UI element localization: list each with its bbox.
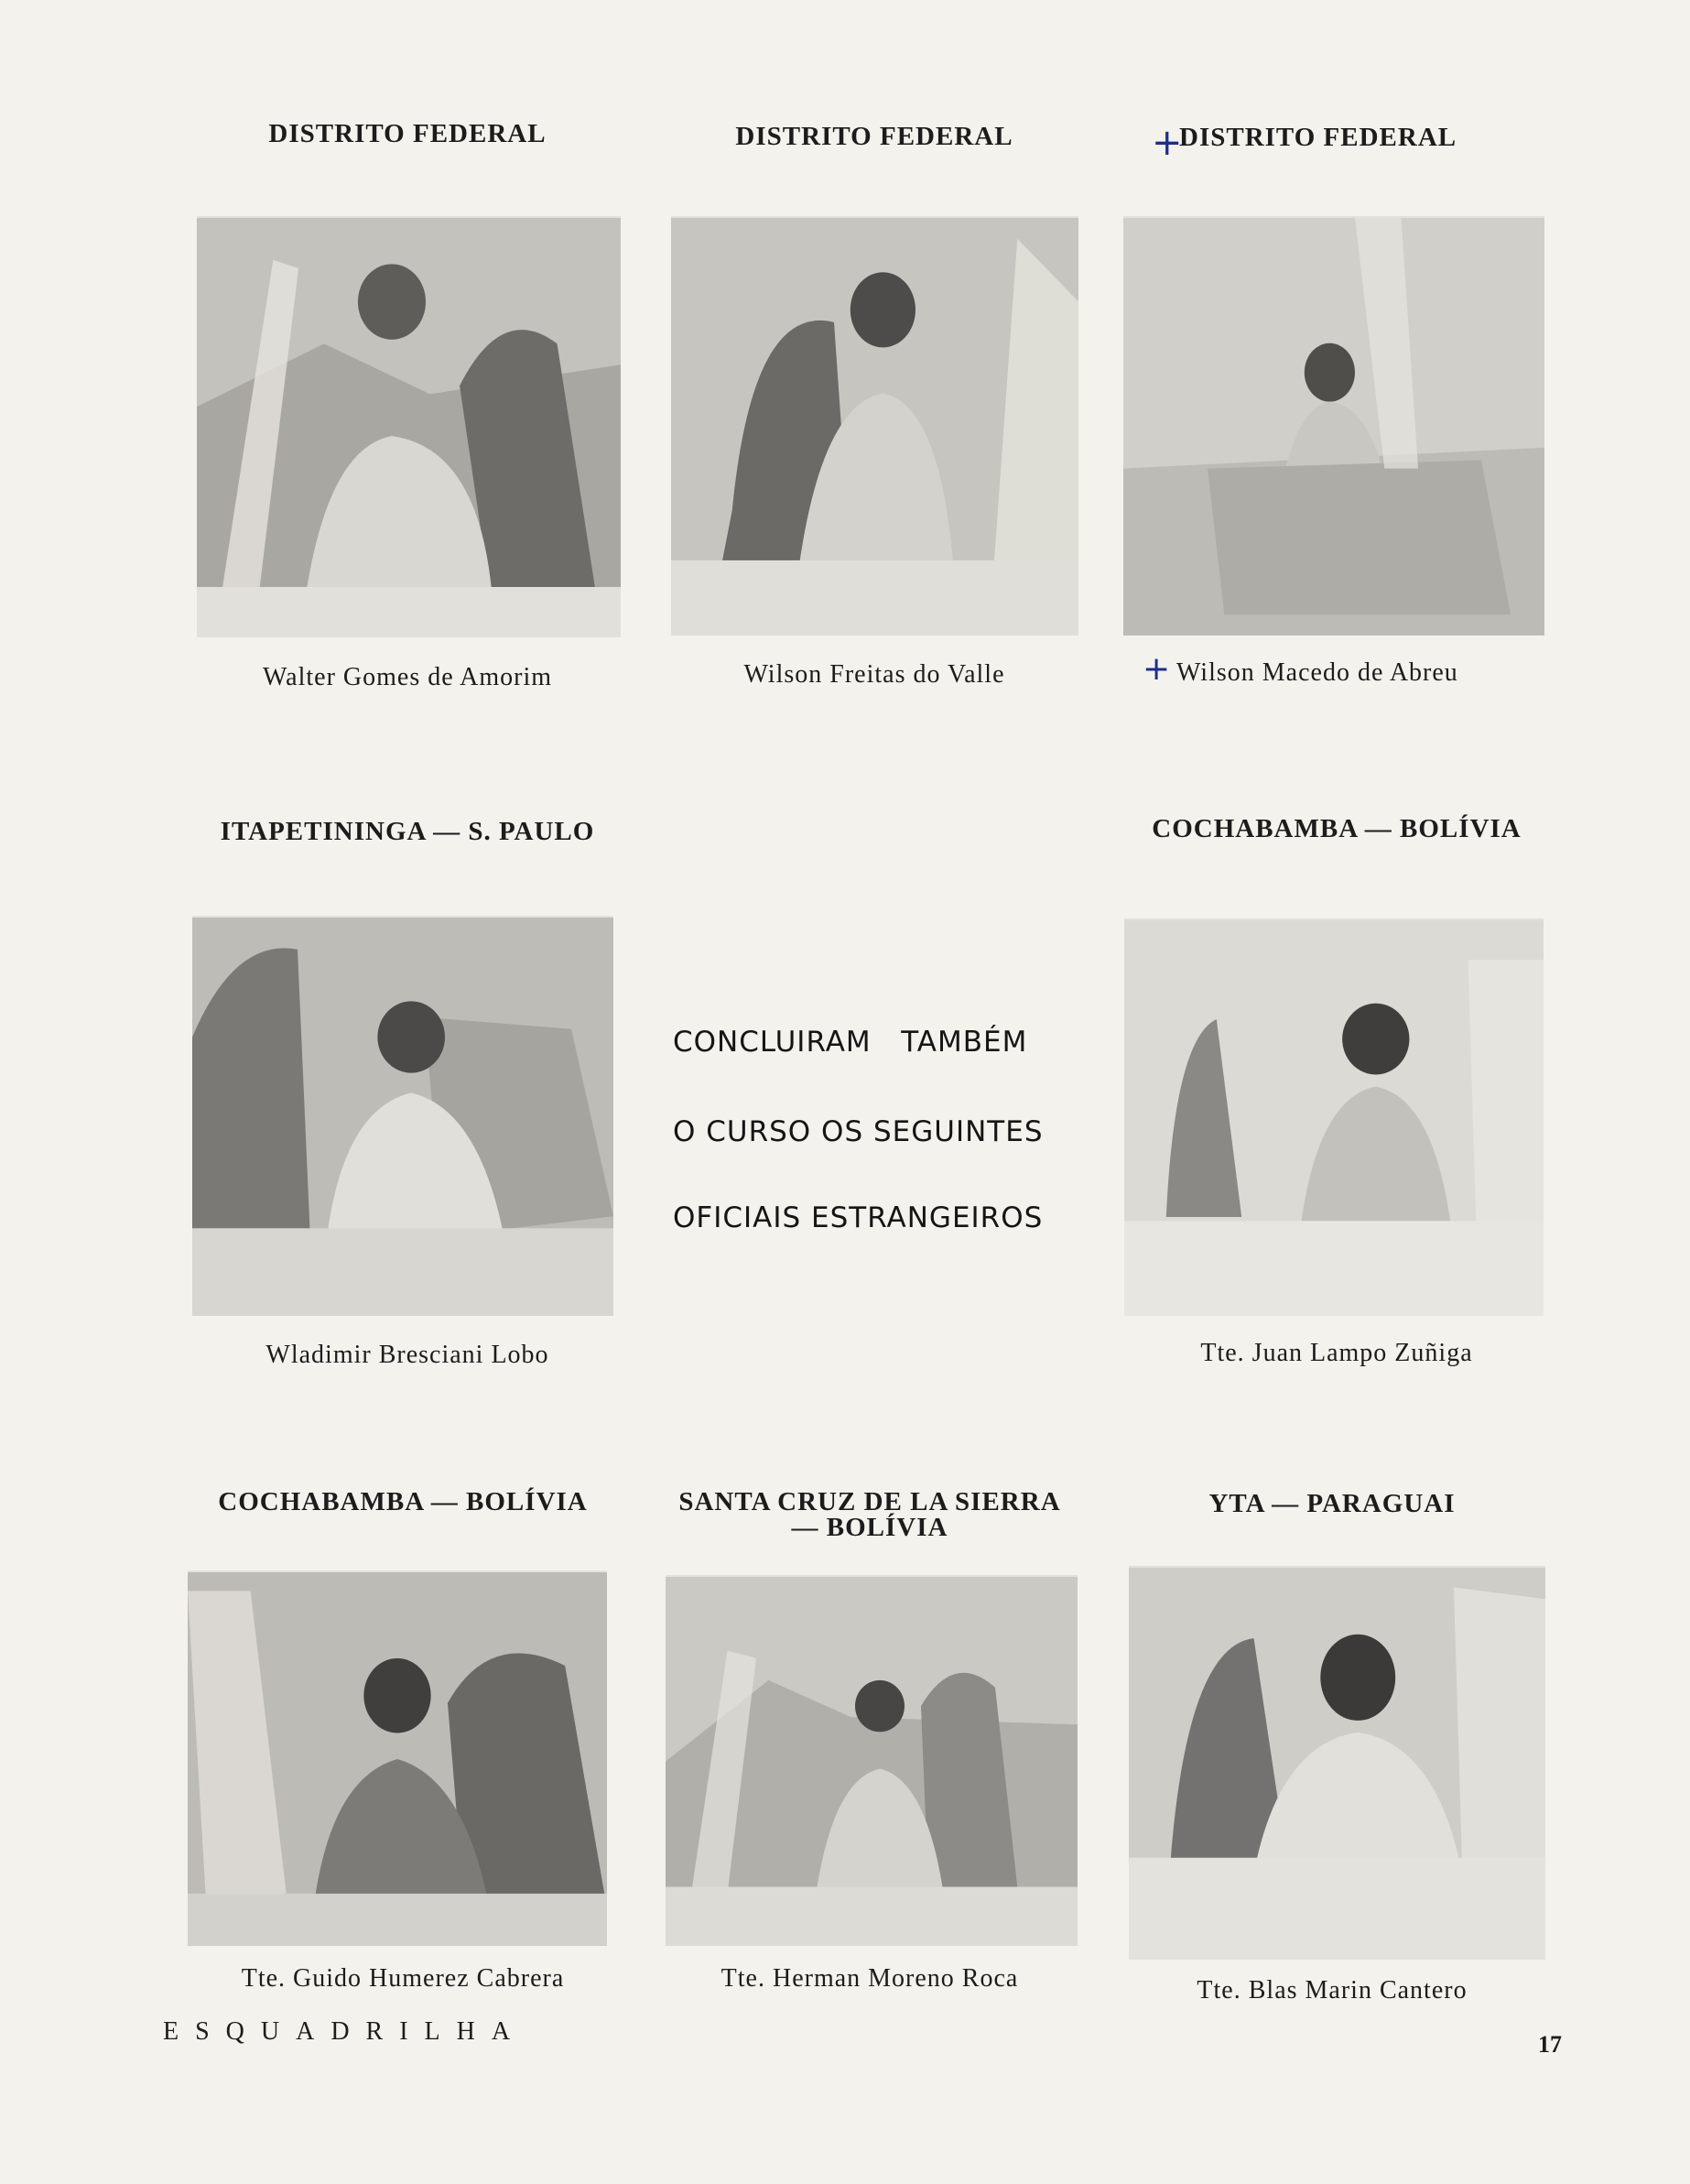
page-number: 17 xyxy=(1538,2031,1562,2058)
pilot-name-caption: Tte. Guido Humerez Cabrera xyxy=(241,1964,565,1993)
pilot-photo xyxy=(188,1570,607,1946)
location-heading: — BOLÍVIA xyxy=(791,1513,948,1542)
location-heading: ITAPETININGA — S. PAULO xyxy=(220,817,595,846)
pilot-photo xyxy=(1123,216,1544,636)
pilot-name-caption: Tte. Herman Moreno Roca xyxy=(720,1964,1019,1993)
pilot-name-caption: Wilson Macedo de Abreu xyxy=(1176,658,1458,687)
location-heading: DISTRITO FEDERAL xyxy=(268,119,547,148)
location-heading: DISTRITO FEDERAL xyxy=(1179,123,1457,152)
location-heading: COCHABAMBA — BOLÍVIA xyxy=(1152,814,1522,843)
magazine-title: ESQUADRILHA xyxy=(163,2017,527,2046)
pilot-photo xyxy=(671,216,1078,636)
notice-line: OFICIAIS ESTRANGEIROS xyxy=(673,1201,1044,1234)
location-heading: COCHABAMBA — BOLÍVIA xyxy=(218,1487,588,1516)
handwritten-cross-mark: + xyxy=(1143,650,1171,688)
handwritten-cross-mark: + xyxy=(1152,122,1183,164)
pilot-name-caption: Tte. Blas Marin Cantero xyxy=(1197,1976,1468,2005)
location-heading: DISTRITO FEDERAL xyxy=(735,122,1013,151)
pilot-name-caption: Walter Gomes de Amorim xyxy=(262,663,552,691)
pilot-name-caption: Wladimir Bresciani Lobo xyxy=(265,1341,549,1369)
notice-line: CONCLUIRAM TAMBÉM xyxy=(673,1026,1028,1059)
location-heading: YTA — PARAGUAI xyxy=(1208,1489,1456,1518)
pilot-photo xyxy=(192,916,613,1316)
location-heading: SANTA CRUZ DE LA SIERRA xyxy=(678,1487,1061,1516)
pilot-photo xyxy=(666,1575,1078,1946)
notice-line: O CURSO OS SEGUINTES xyxy=(673,1115,1044,1148)
pilot-photo xyxy=(1129,1566,1545,1960)
pilot-photo xyxy=(1124,918,1544,1316)
pilot-name-caption: Tte. Juan Lampo Zuñiga xyxy=(1200,1339,1473,1367)
pilot-name-caption: Wilson Freitas do Valle xyxy=(743,660,1005,689)
pilot-photo xyxy=(197,216,621,637)
